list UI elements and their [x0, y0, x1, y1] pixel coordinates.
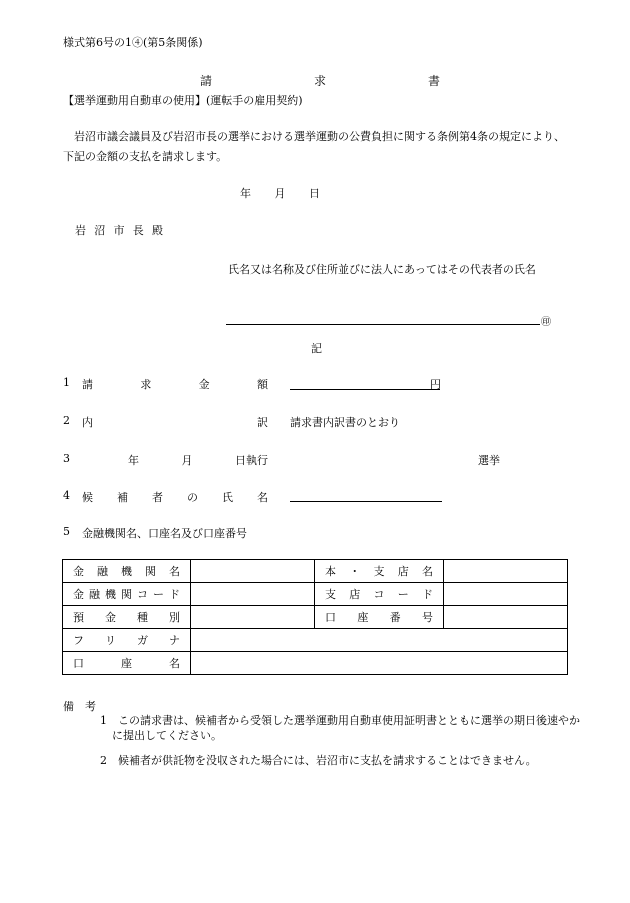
item-number: 2 [63, 414, 70, 427]
document-subtitle: 【選挙運動用自動車の使用】(運転手の雇用契約) [63, 94, 303, 107]
item-number: 5 [63, 525, 70, 538]
label-char: 日執行 [235, 454, 268, 467]
label-char: 訳 [257, 416, 268, 429]
label-char: 求 [140, 378, 152, 391]
label-char: 金 [198, 378, 210, 391]
form-number: 様式第6号の1④(第5条関係) [63, 36, 203, 49]
label-char: 候 [82, 491, 93, 504]
item-number: 1 [63, 376, 70, 389]
account-name-cell[interactable] [191, 652, 568, 675]
date-day: 日 [309, 187, 320, 200]
applicant-label: 氏名又は名称及び住所並びに法人にあってはその代表者の氏名 [228, 263, 536, 276]
seal-mark: ㊞ [541, 317, 551, 328]
election-value: 選挙 [478, 454, 500, 467]
signature-line[interactable] [226, 323, 540, 325]
table-row [63, 606, 568, 629]
item-number: 3 [63, 452, 70, 465]
addressee-char: 長 [132, 224, 144, 237]
table-row [63, 583, 568, 606]
bank-info-table [62, 559, 568, 675]
label-char: 請 [82, 378, 93, 391]
furigana-header: フ リ ガ ナ [63, 629, 191, 652]
account-number-header: 口 座 番 号 [315, 606, 444, 629]
label-char: 名 [257, 491, 268, 504]
item-label-request-amount [82, 376, 268, 392]
yen-unit: 円 [430, 378, 441, 391]
addressee-char: 市 [113, 224, 125, 237]
addressee-char: 沼 [94, 224, 106, 237]
item-label-election-date [128, 452, 268, 468]
breakdown-value: 請求書内訳書のとおり [290, 416, 400, 429]
date-line [240, 185, 320, 201]
label-char: 年 [128, 454, 139, 467]
table-row [63, 652, 568, 675]
label-char: の [187, 491, 198, 504]
bank-name-header: 金 融 機 関 名 [63, 560, 191, 583]
branch-code-cell[interactable] [444, 583, 568, 606]
branch-code-header: 支 店 コ ー ド [315, 583, 444, 606]
account-name-header: 口 座 名 [63, 652, 191, 675]
bank-name-cell[interactable] [191, 560, 315, 583]
table-row [63, 629, 568, 652]
ki-heading: 記 [311, 342, 322, 355]
deposit-type-cell[interactable] [191, 606, 315, 629]
branch-name-header: 本 ・ 支 店 名 [315, 560, 444, 583]
remarks-heading: 備 考 [63, 700, 96, 713]
addressee-char: 殿 [152, 224, 163, 237]
table-row [63, 560, 568, 583]
furigana-cell[interactable] [191, 629, 568, 652]
title-char: 請 [200, 74, 213, 88]
remarks-note-1: 1 この請求書は、候補者から受領した選挙運動用自動車使用証明書とともに選挙の期日後速やかに提出してください。 [100, 714, 580, 742]
item-number: 4 [63, 489, 70, 502]
label-char: 者 [152, 491, 163, 504]
branch-name-cell[interactable] [444, 560, 568, 583]
label-char: 月 [181, 454, 193, 467]
date-year: 年 [240, 187, 251, 200]
label-char: 額 [256, 378, 268, 391]
title-char: 書 [427, 74, 440, 88]
date-month: 月 [274, 187, 286, 200]
account-number-cell[interactable] [444, 606, 568, 629]
title-char: 求 [313, 74, 326, 88]
addressee-char: 岩 [75, 224, 86, 237]
label-char: 氏 [222, 491, 233, 504]
remarks-note-2: 2 候補者が供託物を没収された場合には、岩沼市に支払を請求することはできません。 [100, 754, 537, 767]
item-label-breakdown [82, 414, 268, 430]
amount-field[interactable] [290, 389, 440, 390]
item-label-candidate-name [82, 489, 268, 505]
bank-code-cell[interactable] [191, 583, 315, 606]
label-char: 内 [82, 416, 93, 429]
candidate-name-field[interactable] [290, 501, 442, 502]
addressee [75, 222, 163, 238]
bank-code-header: 金 融 機 関 コ ー ド [63, 583, 191, 606]
item-label-bank-info: 金融機関名、口座名及び口座番号 [82, 527, 247, 540]
label-char: 補 [117, 491, 128, 504]
request-body-text: 岩沼市議会議員及び岩沼市長の選挙における選挙運動の公費負担に関する条例第4条の規定により、下記の金額の支払を請求します。 [63, 130, 565, 163]
document-title [200, 72, 440, 89]
deposit-type-header: 預 金 種 別 [63, 606, 191, 629]
